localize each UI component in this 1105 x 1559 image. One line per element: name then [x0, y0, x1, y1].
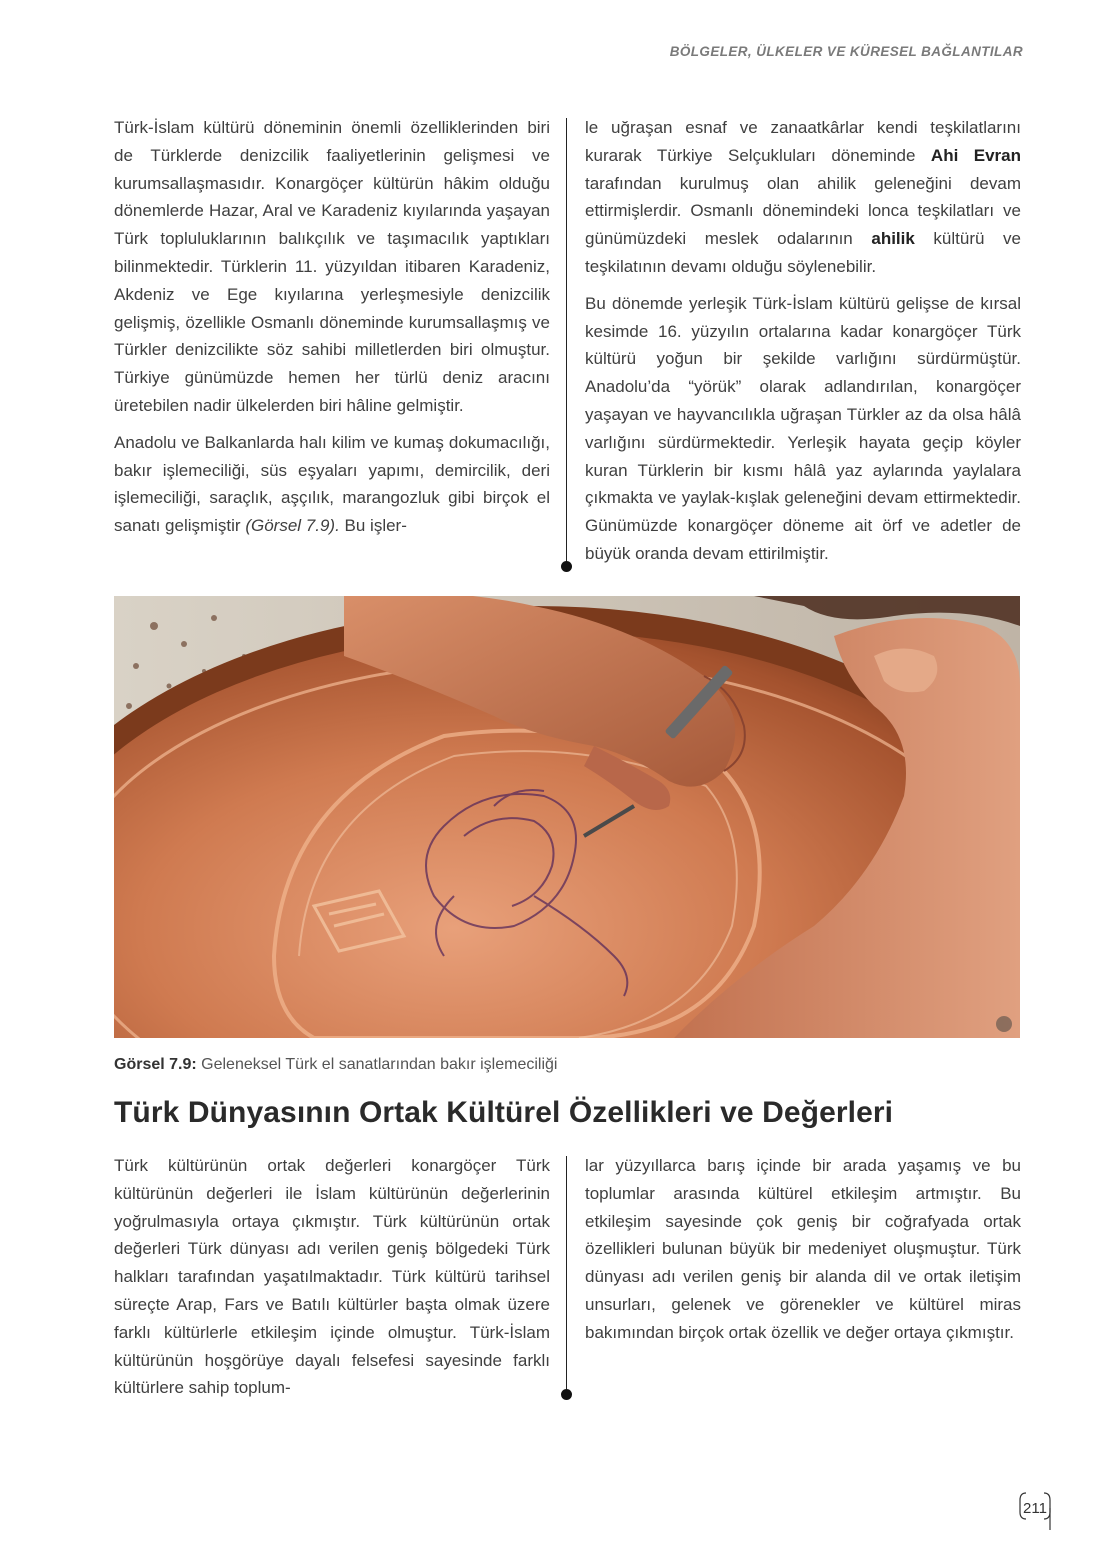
- bold-term: Ahi Evran: [930, 145, 1022, 165]
- top-column-left: [114, 114, 550, 549]
- top-column-right: [585, 114, 1021, 577]
- paragraph: Türk-İslam kültürü döneminin önemli özelliklerinden biri de Türklerde denizcilik faaliyetlerinin gelişmesi ve kurumsallaşmasıdır. Konargöçer kültürün hâkim olduğu dönemlerde Hazar, Aral ve Karadeniz kıyılarında yaşayan Türk topluluklarının balıkçılık ve taşımacılık yaptıkları bilinmektedir. Türklerin 11. yüzyıldan itibaren Karadeniz, Akdeniz ve Ege kıyılarına yerleşmesiyle denizcilik gelişmiş, özellikle Osmanlı döneminde kurumsallaşmış ve Türkler denizcilikte söz sahibi milletlerden biri olmuştur. Türkiye günümüzde hemen her türlü deniz aracını üretebilen nadir ülkelerden biri hâline gelmiştir.: [114, 118, 550, 415]
- paragraph-text: Bu işler-: [339, 516, 407, 536]
- column-divider: [566, 1156, 567, 1394]
- paragraph-text: le uğraşan esnaf ve zanaatkârlar kendi teşkilatlarını kurarak Türkiye Selçukluları döneminde: [585, 118, 1021, 165]
- paragraph: lar yüzyıllarca barış içinde bir arada yaşamış ve bu toplumlar arasında kültürel etkileşim artmıştır. Bu etkileşim sayesinde çok geniş bir coğrafyada ortak özellikleri bulunan büyük bir medeniyet oluşmuştur. Türk dünyası adı verilen geniş bir alanda dil ve ortak iletişim unsurları, gelenek ve görenekler ve kültürel miras bakımından birçok ortak özellik ve değer ortaya çıkmıştır.: [585, 1156, 1021, 1342]
- paragraph: Türk kültürünün ortak değerleri konargöçer Türk kültürünün değerleri ile İslam kültürünün değerlerinin yoğrulmasıyla ortaya çıkmıştır. Türk kültürünün ortak değerleri Türk dünyası adı verilen geniş bölgedeki Türk halkları tarafından yaşatılmaktadır. Türk kültürü tarihsel süreçte Arap, Fars ve Batılı kültürler başta olmak üzere farklı kültürlerle etkileşim içinde olmuştur. Türk-İslam kültürünün hoşgörüye dayalı felsefesi sayesinde farklı kültürlere sahip toplum-: [114, 1156, 550, 1398]
- running-header: BÖLGELER, ÜLKELER VE KÜRESEL BAĞLANTILAR: [669, 44, 1023, 59]
- paragraph-text: kültürü ve teşkilatının devamı olduğu söylenebilir.: [585, 229, 1021, 276]
- copper-tray-illustration: [114, 596, 1020, 1038]
- copper-engraving-photo: [114, 596, 1020, 1038]
- bottom-column-left: [114, 1152, 550, 1411]
- figure-caption: [114, 1056, 557, 1074]
- bold-term: ahilik: [871, 229, 915, 249]
- figure-reference: (Görsel 7.9).: [245, 516, 340, 536]
- paragraph: [585, 114, 1021, 281]
- caption-text: Geleneksel Türk el sanatlarından bakır işlemeciliği: [196, 1056, 558, 1073]
- paragraph: Bu dönemde yerleşik Türk-İslam kültürü gelişse de kırsal kesimde 16. yüzyılın ortalarına kadar konargöçer Türk kültürü yoğun bir şekilde varlığını sürdürmüştür. Anadolu’da “yörük” olarak adlandırılan, konargöçer yaşayan ve hayvancılıkla uğraşan Türkler az da olsa hâlâ varlığını sürdürmektedir. Yerleşik hayata geçip köyler kuran Türklerin bir kısmı hâlâ yaz aylarında yaylalara çıkmakta ve yaylak-kışlak geleneğini devam ettirmektedir. Günümüzde konargöçer döneme ait örf ve adetler de büyük oranda devam ettirilmiştir.: [585, 293, 1021, 563]
- column-divider: [566, 118, 567, 566]
- paragraph: [114, 429, 550, 540]
- section-title: Türk Dünyasının Ortak Kültürel Özellikleri ve Değerleri: [114, 1096, 894, 1129]
- bottom-column-right: [585, 1152, 1021, 1356]
- page-number: 211: [1023, 1500, 1047, 1517]
- page-number-badge: [1018, 1490, 1058, 1530]
- paragraph-text: Anadolu ve Balkanlarda halı kilim ve kumaş dokumacılığı, bakır işlemeciliği, süs eşyaları yapımı, demircilik, deri işlemeciliği, saraçlık, aşçılık, marangozluk gibi birçok el sanatı gelişmiştir: [114, 432, 550, 536]
- paragraph-text: tarafından kurulmuş olan ahilik geleneğini devam ettirmişlerdir. Osmanlı dönemindeki lonca teşkilatları ve günümüzdeki meslek odalarının: [585, 173, 1021, 249]
- caption-label: Görsel 7.9:: [114, 1056, 197, 1073]
